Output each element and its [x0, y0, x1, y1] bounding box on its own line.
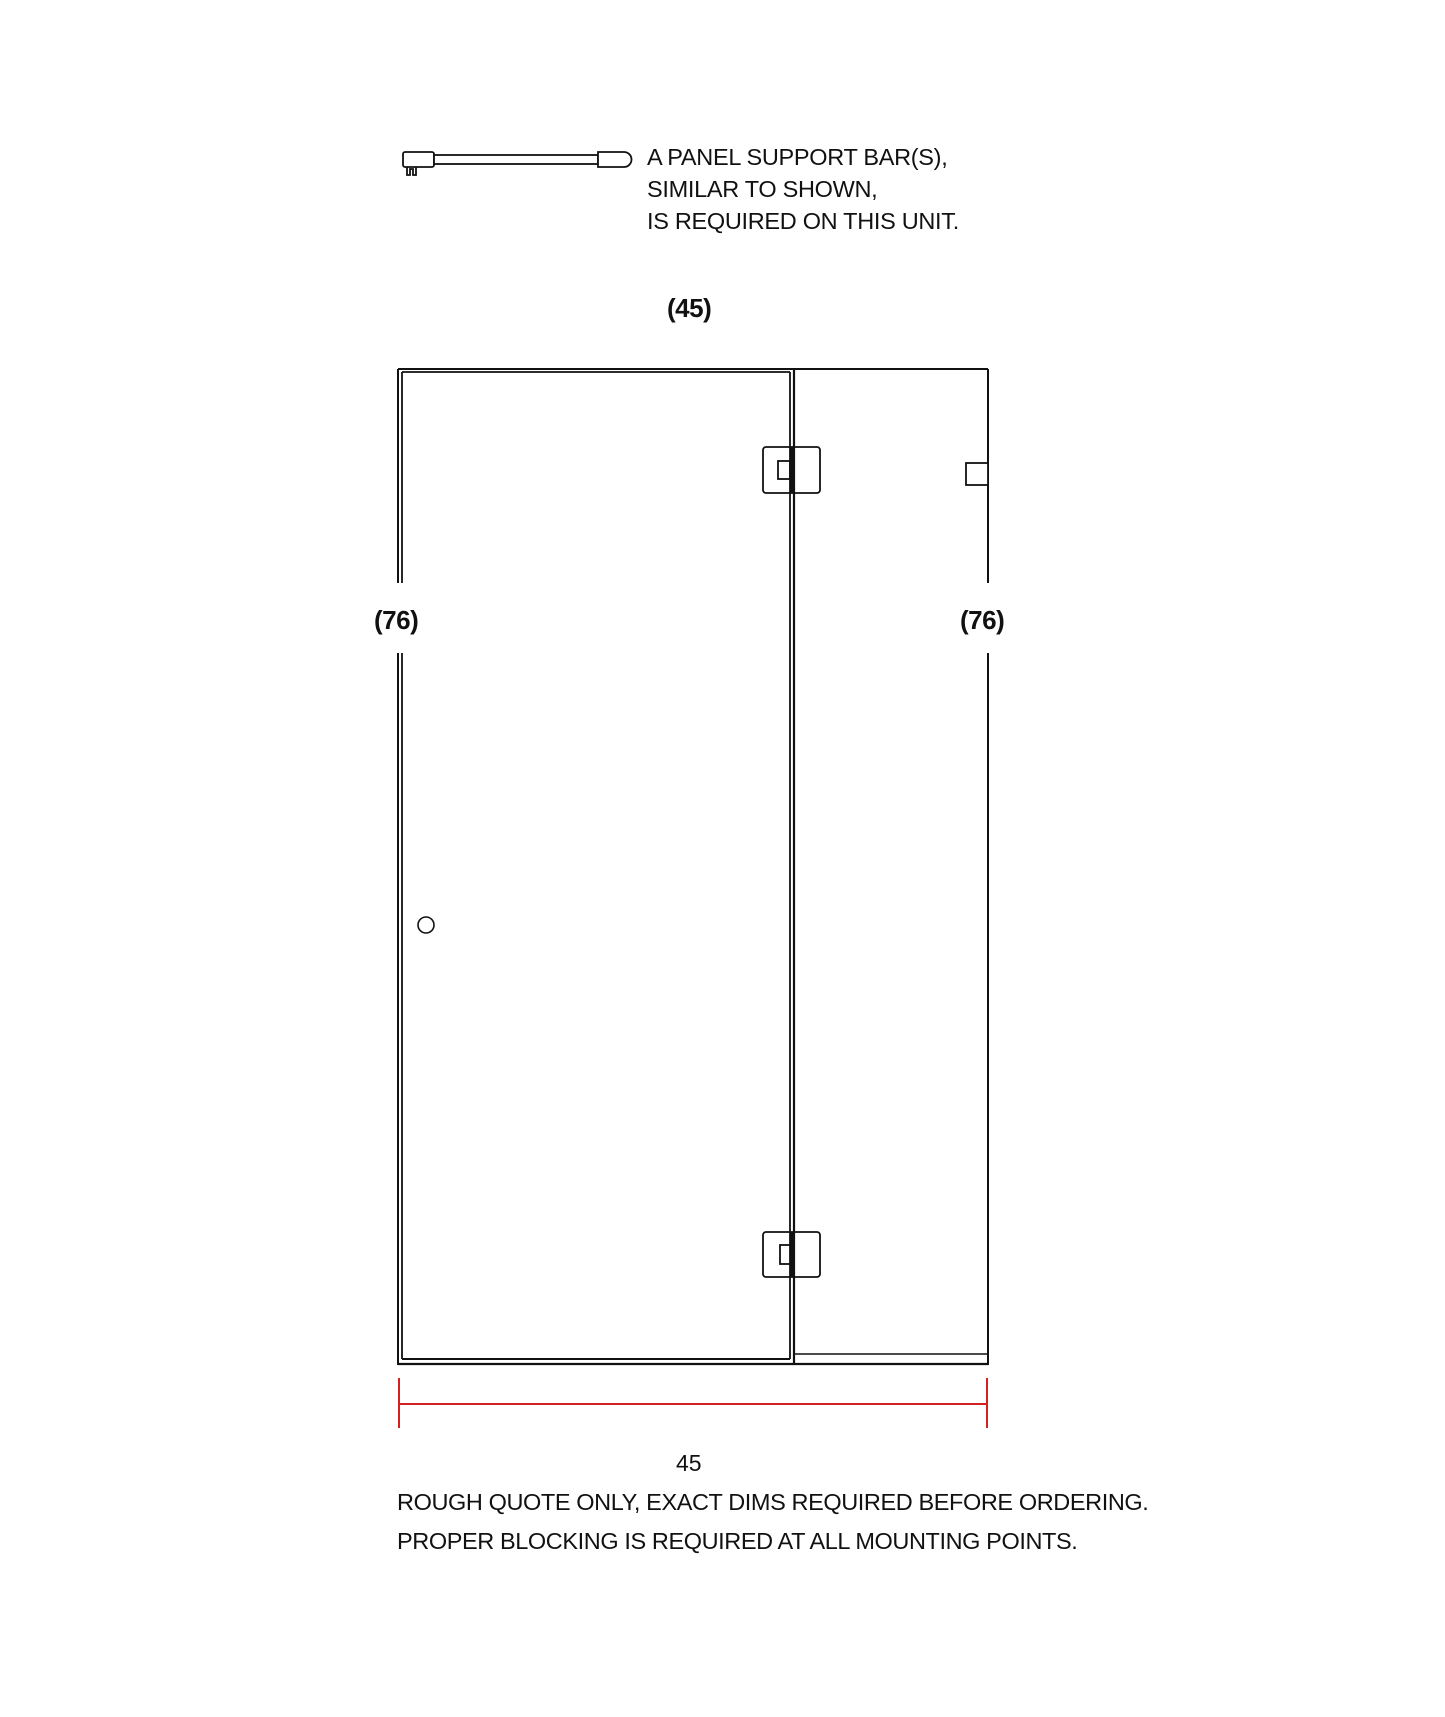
- note-line-3: IS REQUIRED ON THIS UNIT.: [647, 208, 959, 234]
- upper-hinge-icon: [763, 447, 820, 493]
- lower-hinge-icon: [763, 1232, 820, 1277]
- top-width-label: (45): [667, 293, 712, 323]
- note-line-1: A PANEL SUPPORT BAR(S),: [647, 144, 948, 170]
- bottom-width-label: 45: [676, 1450, 702, 1476]
- enclosure-frame: [398, 369, 988, 1365]
- panel-support-bar-icon: [403, 152, 632, 175]
- note-line-2: SIMILAR TO SHOWN,: [647, 176, 878, 202]
- width-dimension-line: [399, 1378, 987, 1428]
- door-handle-icon: [418, 917, 434, 933]
- wall-clip-icon: [966, 463, 988, 485]
- left-height-label: (76): [374, 605, 419, 635]
- footer-line-2: PROPER BLOCKING IS REQUIRED AT ALL MOUNTING POINTS.: [397, 1528, 1078, 1554]
- door-panel: [402, 372, 790, 1359]
- footer-line-1: ROUGH QUOTE ONLY, EXACT DIMS REQUIRED BEFORE ORDERING.: [397, 1489, 1149, 1515]
- right-height-label: (76): [960, 605, 1005, 635]
